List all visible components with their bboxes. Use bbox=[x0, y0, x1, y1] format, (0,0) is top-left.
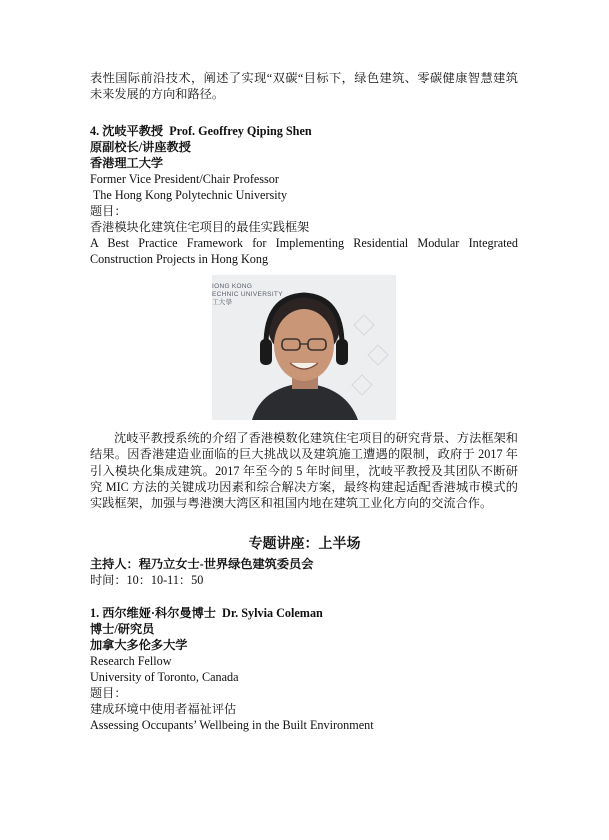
session-host: 主持人：程乃立女士-世界绿色建筑委员会 bbox=[90, 557, 314, 571]
speaker-1-section bbox=[90, 605, 518, 733]
speaker-1-title-cn: 博士/研究员 bbox=[90, 622, 155, 636]
speaker-4-photo bbox=[212, 275, 396, 420]
speaker-4-name-cn: 4. 沈岐平教授 bbox=[90, 124, 164, 138]
speaker-4-topic-label: 题目： bbox=[90, 204, 127, 218]
speaker-4-title-en: Former Vice President/Chair Professor bbox=[90, 172, 279, 186]
polyu-logo-text: IONG KONG ECHNIC UNIVERSITY 工大學 bbox=[212, 283, 283, 306]
speaker-portrait-image bbox=[212, 275, 396, 420]
speaker-4-title-cn: 原副校长/讲座教授 bbox=[90, 140, 191, 154]
intro-paragraph bbox=[90, 70, 518, 102]
session-title: 专题讲座：上半场 bbox=[248, 537, 361, 552]
speaker-1-heading bbox=[90, 605, 518, 621]
speaker-1-topic-en: Assessing Occupants’ Wellbeing in the Built Environment bbox=[90, 718, 374, 732]
speaker-1-topic-label: 题目： bbox=[90, 686, 127, 700]
speaker-1-topic-cn: 建成环境中使用者福祉评估 bbox=[90, 702, 237, 716]
intro-line-2: 未来发展的方向和路径。 bbox=[90, 87, 225, 101]
speaker-1-title-en: Research Fellow bbox=[90, 654, 172, 668]
speaker-4-topic-en: A Best Practice Framework for Implementing Residential Modular Integrated Construction Projects in Hong Kong bbox=[90, 236, 518, 267]
speaker-4-summary: 沈岐平教授系统的介绍了香港模数化建筑住宅项目的研究背景、方法框架和结果。因香港建造业面临的巨大挑战以及建筑施工遭遇的限制，政府于 2017 年引入模块化集成建筑。2017 年至今的 5 年时间里，沈岐平教授及其团队不断研究 MIC 方法的关键成功因素和综合解决方案，最终构建起适配香港城市模式的实践框架，加强与粤港澳大湾区和祖国内地在建筑工业化方向的交流合作。 bbox=[90, 431, 518, 511]
intro-line-1: 表性国际前沿技术，阐述了实现“双碳“目标下，绿色建筑、零碳健康智慧建筑 bbox=[90, 71, 518, 85]
speaker-4-topic-cn: 香港模块化建筑住宅项目的最佳实践框架 bbox=[90, 220, 310, 234]
speaker-4-org-en: The Hong Kong Polytechnic University bbox=[90, 188, 288, 202]
speaker-1-name-cn: 1. 西尔维娅·科尔曼博士 bbox=[90, 606, 216, 620]
speaker-1-org-en: University of Toronto, Canada bbox=[90, 670, 239, 684]
speaker-1-org-cn: 加拿大多伦多大学 bbox=[90, 638, 188, 652]
speaker-4-section bbox=[90, 123, 518, 268]
speaker-4-heading bbox=[90, 123, 518, 139]
speaker-4-name-en: Prof. Geoffrey Qiping Shen bbox=[169, 124, 312, 138]
session-time: 时间：10：10-11：50 bbox=[90, 573, 204, 587]
speaker-4-org-cn: 香港理工大学 bbox=[90, 156, 164, 170]
session-info bbox=[90, 556, 518, 588]
speaker-1-name-en: Dr. Sylvia Coleman bbox=[222, 606, 323, 620]
